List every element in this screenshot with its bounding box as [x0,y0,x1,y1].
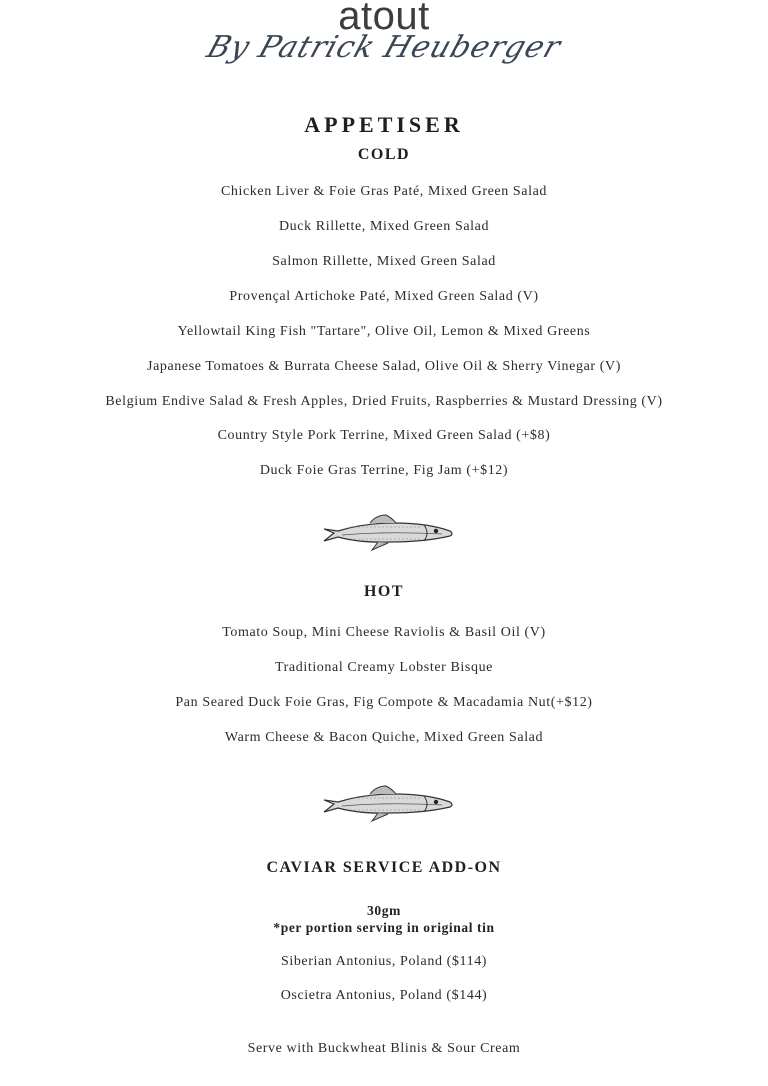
restaurant-logo [0,0,768,82]
menu-item: Japanese Tomatoes & Burrata Cheese Salad, Olive Oil & Sherry Vinegar (V) [147,359,621,374]
subsection-title-cold: COLD [357,146,411,163]
caviar-portion-note: *per portion serving in original tin [273,920,495,935]
menu-item: Yellowtail King Fish "Tartare", Olive Oil, Lemon & Mixed Greens [177,324,591,339]
menu-item: Chicken Liver & Foie Gras Paté, Mixed Green Salad [220,184,548,199]
menu-item: Duck Foie Gras Terrine, Fig Jam (+$12) [259,463,509,478]
menu-item: Traditional Creamy Lobster Bisque [275,660,493,675]
fish-illustration-icon [320,509,456,553]
menu-item: Warm Cheese & Bacon Quiche, Mixed Green Salad [224,730,544,745]
section-title-caviar: CAVIAR SERVICE ADD-ON [266,859,502,876]
caviar-serve-note: Serve with Buckwheat Blinis & Sour Cream [247,1041,521,1056]
menu-item: Duck Rillette, Mixed Green Salad [278,219,490,234]
caviar-item: Siberian Antonius, Poland ($114) [280,954,488,969]
menu-item: Provençal Artichoke Paté, Mixed Green Salad (V) [229,289,539,304]
section-title-appetiser: APPETISER [304,112,464,137]
caviar-item: Oscietra Antonius, Poland ($144) [280,988,488,1003]
logo-byline: By Patrick Heuberger [202,30,566,65]
subsection-title-hot: HOT [363,583,405,600]
menu-item: Belgium Endive Salad & Fresh Apples, Dried Fruits, Raspberries & Mustard Dressing (V) [105,394,663,409]
menu-item: Tomato Soup, Mini Cheese Raviolis & Basil Oil (V) [222,625,546,640]
logo-wordmark: atout [338,0,430,38]
fish-illustration-icon [320,780,456,824]
menu-item: Pan Seared Duck Foie Gras, Fig Compote & Macadamia Nut(+$12) [175,695,593,710]
caviar-portion: 30gm [367,903,401,918]
menu-item: Salmon Rillette, Mixed Green Salad [272,254,496,269]
menu-item: Country Style Pork Terrine, Mixed Green Salad (+$8) [217,428,551,443]
